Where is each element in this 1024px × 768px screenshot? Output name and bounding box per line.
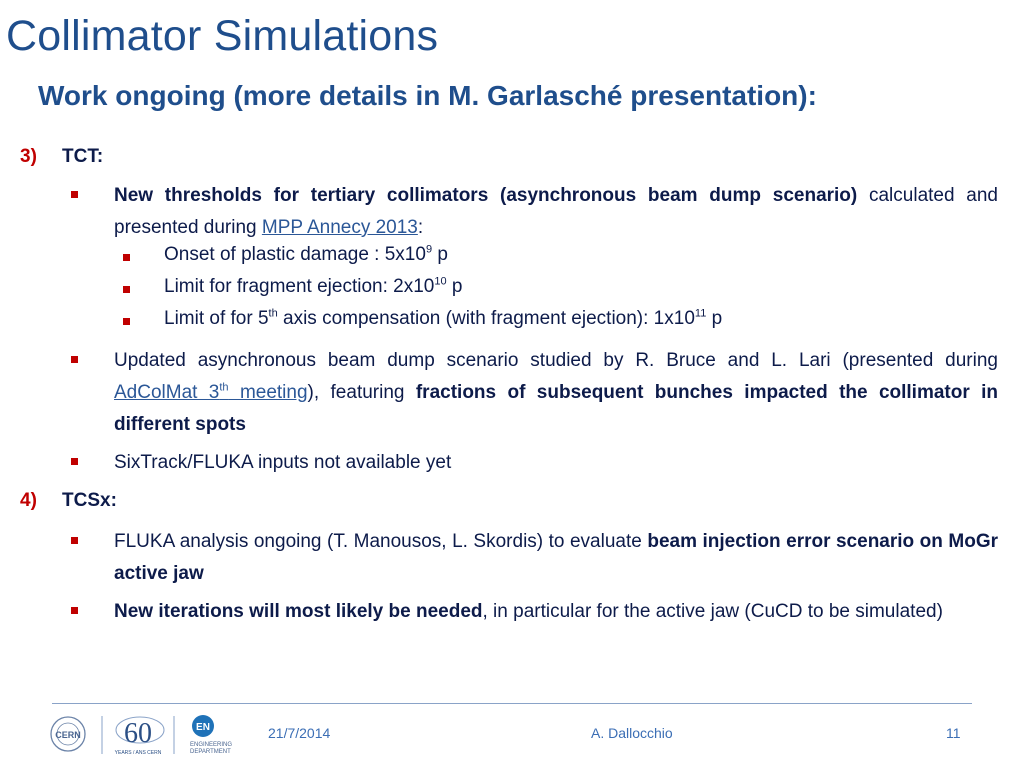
bullet-updated-scenario: Updated asynchronous beam dump scenario studied by R. Bruce and L. Lari (presented during AdColMat 3th meeting), featuring fractions of subsequent bunches impacted the collimator in different spots [114,350,999,435]
slide-subtitle: Work ongoing (more details in M. Garlasché presentation): [38,80,817,111]
bullet-fluka-analysis: FLUKA analysis ongoing (T. Manousos, L. Skordis) to evaluate beam injection error scenario on MoGr active jaw [114,531,998,584]
mpp-annecy-link[interactable]: MPP Annecy 2013 [261,217,418,238]
sub-bullet-square-icon [123,318,130,325]
footer-divider [52,703,972,704]
svg-text:ENGINEERING: ENGINEERING [190,742,233,748]
svg-text:60: 60 [124,718,152,749]
en-department-logo-icon [190,715,232,755]
sub-bullet-square-icon [123,254,130,261]
footer-page-number: 11 [946,725,961,741]
bullet-new-iterations: New iterations will most likely be needed, in particular for the active jaw (CuCD to be simulated) [114,601,943,622]
bullet-new-thresholds [114,180,998,244]
svg-text:DEPARTMENT: DEPARTMENT [190,749,231,755]
sub-item-axis-compensation: Limit of for 5th axis compensation (with fragment ejection): $1x10^{11}$ p [164,307,723,329]
bullet-square-icon [71,607,78,614]
svg-text:YEARS / ANS CERN: YEARS / ANS CERN [114,750,162,756]
svg-text:CERN: CERN [55,730,81,740]
bullet-text-end: : [417,217,424,238]
bullet-bold-text: New iterations will most likely be needed [114,601,483,622]
bullet-sixtrack: SixTrack/FLUKA inputs not available yet [114,452,452,473]
footer-author: A. Dallocchio [591,725,673,741]
logos-svg [48,712,248,758]
bullet-square-icon [71,356,78,363]
bullet-bold-text: fractions of subsequent bunches impacted the collimator in different spots [114,382,999,435]
slide-title: Collimator Simulations [6,12,439,60]
bullet-bold-text: beam injection error scenario on MoGr active jaw [114,531,998,584]
adcolmat-meeting-link[interactable]: AdColMat 3th meeting [114,381,308,403]
item-number: 3) [20,146,37,167]
bullet-square-icon [71,458,78,465]
sub-item-plastic-damage: Onset of plastic damage : $5x10^9$ p [164,243,448,265]
footer-date: 21/7/2014 [268,725,331,741]
sub-bullet-square-icon [123,286,130,293]
sub-item-fragment-ejection: Limit for fragment ejection: $2x10^{10}$ p [164,275,463,297]
bullet-square-icon [71,191,78,198]
cern-logo-icon [51,717,85,751]
bullet-square-icon [71,537,78,544]
item-label: TCT: [62,146,104,167]
footer-logos [48,712,248,758]
bullet-bold-text: New thresholds for tertiary collimators (asynchronous beam dump scenario) [114,185,858,206]
cern-60-logo-icon [115,717,164,756]
svg-text:EN: EN [196,722,210,733]
bullet-text: calculated and presented during [114,185,998,238]
item-number: 4) [20,490,37,511]
item-label: TCSx: [62,490,117,511]
